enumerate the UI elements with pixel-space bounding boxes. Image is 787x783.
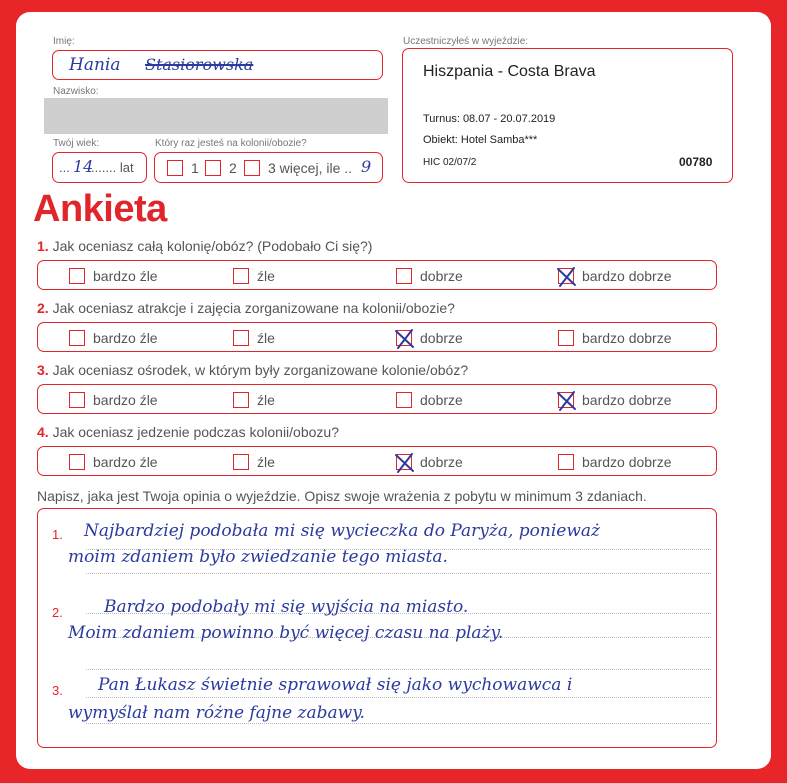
q1-option-label: bardzo źle: [93, 268, 158, 284]
q1-option-label: dobrze: [420, 268, 463, 284]
age-label: Twój wiek:: [53, 138, 100, 149]
answer-3-line-2: wymyślał nam różne fajne zabawy.: [68, 703, 365, 723]
question-3: [37, 362, 468, 378]
q4-option-label: bardzo dobrze: [582, 454, 672, 470]
check-mark-icon: [556, 390, 578, 412]
times-option-3-label: 3 więcej, ile ..: [268, 160, 353, 176]
q1-option-very-bad[interactable]: [69, 267, 158, 285]
q3-option-label: dobrze: [420, 392, 463, 408]
q2-checkbox-very-bad[interactable]: [69, 330, 85, 346]
times-checkbox-2[interactable]: [205, 160, 221, 176]
times-checkbox-3[interactable]: [244, 160, 260, 176]
name-label: Imię:: [53, 36, 75, 47]
q1-checkbox-bad[interactable]: [233, 268, 249, 284]
question-2-text: Jak oceniasz atrakcje i zajęcia zorganizowane na kolonii/obozie?: [48, 300, 455, 316]
ruled-line: [86, 669, 711, 670]
q4-checkbox-good[interactable]: [396, 454, 412, 470]
age-field[interactable]: [52, 152, 147, 183]
q4-checkbox-very-bad[interactable]: [69, 454, 85, 470]
q4-option-label: dobrze: [420, 454, 463, 470]
q1-checkbox-very-good[interactable]: [558, 268, 574, 284]
participated-label: Uczestniczyłeś w wyjeździe:: [403, 36, 529, 47]
question-4-text: Jak oceniasz jedzenie podczas kolonii/obozu?: [48, 424, 339, 440]
times-label: Który raz jesteś na kolonii/obozie?: [155, 138, 307, 149]
question-4-options: [37, 446, 717, 476]
q3-option-bad[interactable]: [233, 391, 275, 409]
answer-1-number: 1.: [52, 527, 63, 542]
q3-option-label: bardzo dobrze: [582, 392, 672, 408]
q4-option-label: źle: [257, 454, 275, 470]
q1-checkbox-very-bad[interactable]: [69, 268, 85, 284]
question-3-number: 3.: [37, 362, 49, 378]
times-field: [154, 152, 383, 183]
q4-option-very-good[interactable]: [558, 453, 672, 471]
q4-option-very-bad[interactable]: [69, 453, 158, 471]
q2-option-good[interactable]: [396, 329, 463, 347]
q3-checkbox-very-bad[interactable]: [69, 392, 85, 408]
q2-option-label: bardzo źle: [93, 330, 158, 346]
question-3-options: [37, 384, 717, 414]
question-4: [37, 424, 339, 440]
q1-option-bad[interactable]: [233, 267, 275, 285]
q3-option-label: bardzo źle: [93, 392, 158, 408]
times-option-1[interactable]: [167, 160, 199, 176]
question-1-options: [37, 260, 717, 290]
answer-2-line-2: Moim zdaniem powinno być więcej czasu na plaży.: [68, 623, 504, 643]
times-option-3[interactable]: [244, 160, 352, 176]
trip-destination: Hiszpania - Costa Brava: [423, 63, 596, 80]
q4-option-good[interactable]: [396, 453, 463, 471]
answer-2-line-1: Bardzo podobały mi się wyjścia na miasto.: [104, 597, 469, 617]
times-option-2-label: 2: [229, 160, 237, 176]
age-value: 14: [73, 157, 94, 176]
name-struck-value: Stasiorowska: [145, 55, 254, 74]
check-mark-icon: [394, 328, 416, 350]
opinion-prompt: Napisz, jaka jest Twoja opinia o wyjeździe. Opisz swoje wrażenia z pobytu w minimum 3 zdaniach.: [37, 488, 647, 504]
trip-code: HIC 02/07/2: [423, 157, 477, 168]
q3-checkbox-bad[interactable]: [233, 392, 249, 408]
answer-2-number: 2.: [52, 605, 63, 620]
q1-checkbox-good[interactable]: [396, 268, 412, 284]
q2-option-label: dobrze: [420, 330, 463, 346]
question-1-number: 1.: [37, 238, 49, 254]
opinion-answer-box[interactable]: [37, 508, 717, 748]
q3-option-very-bad[interactable]: [69, 391, 158, 409]
surname-label: Nazwisko:: [53, 86, 99, 97]
q4-option-label: bardzo źle: [93, 454, 158, 470]
q1-option-good[interactable]: [396, 267, 463, 285]
q1-option-label: źle: [257, 268, 275, 284]
q2-option-label: źle: [257, 330, 275, 346]
ruled-line: [86, 697, 711, 698]
check-mark-icon: [394, 452, 416, 474]
q2-checkbox-very-good[interactable]: [558, 330, 574, 346]
q3-option-label: źle: [257, 392, 275, 408]
name-field[interactable]: [52, 50, 383, 80]
check-mark-icon: [556, 266, 578, 288]
times-option-2[interactable]: [205, 160, 237, 176]
question-2-number: 2.: [37, 300, 49, 316]
q3-option-very-good[interactable]: [558, 391, 672, 409]
trip-object: Obiekt: Hotel Samba***: [423, 134, 538, 146]
q3-checkbox-very-good[interactable]: [558, 392, 574, 408]
trip-info-box: [402, 48, 733, 183]
name-value: Hania: [69, 55, 121, 75]
question-4-number: 4.: [37, 424, 49, 440]
q2-option-very-bad[interactable]: [69, 329, 158, 347]
q1-option-label: bardzo dobrze: [582, 268, 672, 284]
q4-checkbox-bad[interactable]: [233, 454, 249, 470]
answer-3-number: 3.: [52, 683, 63, 698]
survey-title: Ankieta: [33, 188, 167, 230]
q3-checkbox-good[interactable]: [396, 392, 412, 408]
q2-checkbox-good[interactable]: [396, 330, 412, 346]
q3-option-good[interactable]: [396, 391, 463, 409]
q2-option-label: bardzo dobrze: [582, 330, 672, 346]
surname-redaction: [44, 98, 388, 134]
answer-1-line-2: moim zdaniem było zwiedzanie tego miasta.: [68, 547, 448, 567]
ruled-line: [86, 573, 711, 574]
q4-option-bad[interactable]: [233, 453, 275, 471]
q2-option-bad[interactable]: [233, 329, 275, 347]
question-2: [37, 300, 455, 316]
question-1-text: Jak oceniasz całą kolonię/obóz? (Podobało Ci się?): [48, 238, 373, 254]
times-option-1-label: 1: [191, 160, 199, 176]
age-suffix: ....... lat: [91, 160, 134, 175]
trip-turnus: Turnus: 08.07 - 20.07.2019: [423, 113, 556, 125]
q4-checkbox-very-good[interactable]: [558, 454, 574, 470]
ruled-line: [86, 723, 711, 724]
question-1: [37, 238, 372, 254]
q2-option-very-good[interactable]: [558, 329, 672, 347]
times-value: 9: [361, 157, 372, 176]
question-3-text: Jak oceniasz ośrodek, w którym były zorganizowane kolonie/obóz?: [48, 362, 469, 378]
times-checkbox-1[interactable]: [167, 160, 183, 176]
answer-3-line-1: Pan Łukasz świetnie sprawował się jako wychowawca i: [98, 675, 573, 695]
q2-checkbox-bad[interactable]: [233, 330, 249, 346]
age-prefix: ...: [59, 160, 70, 175]
question-2-options: [37, 322, 717, 352]
trip-number: 00780: [679, 155, 713, 169]
q1-option-very-good[interactable]: [558, 267, 672, 285]
answer-1-line-1: Najbardziej podobała mi się wycieczka do Paryża, ponieważ: [84, 521, 600, 541]
